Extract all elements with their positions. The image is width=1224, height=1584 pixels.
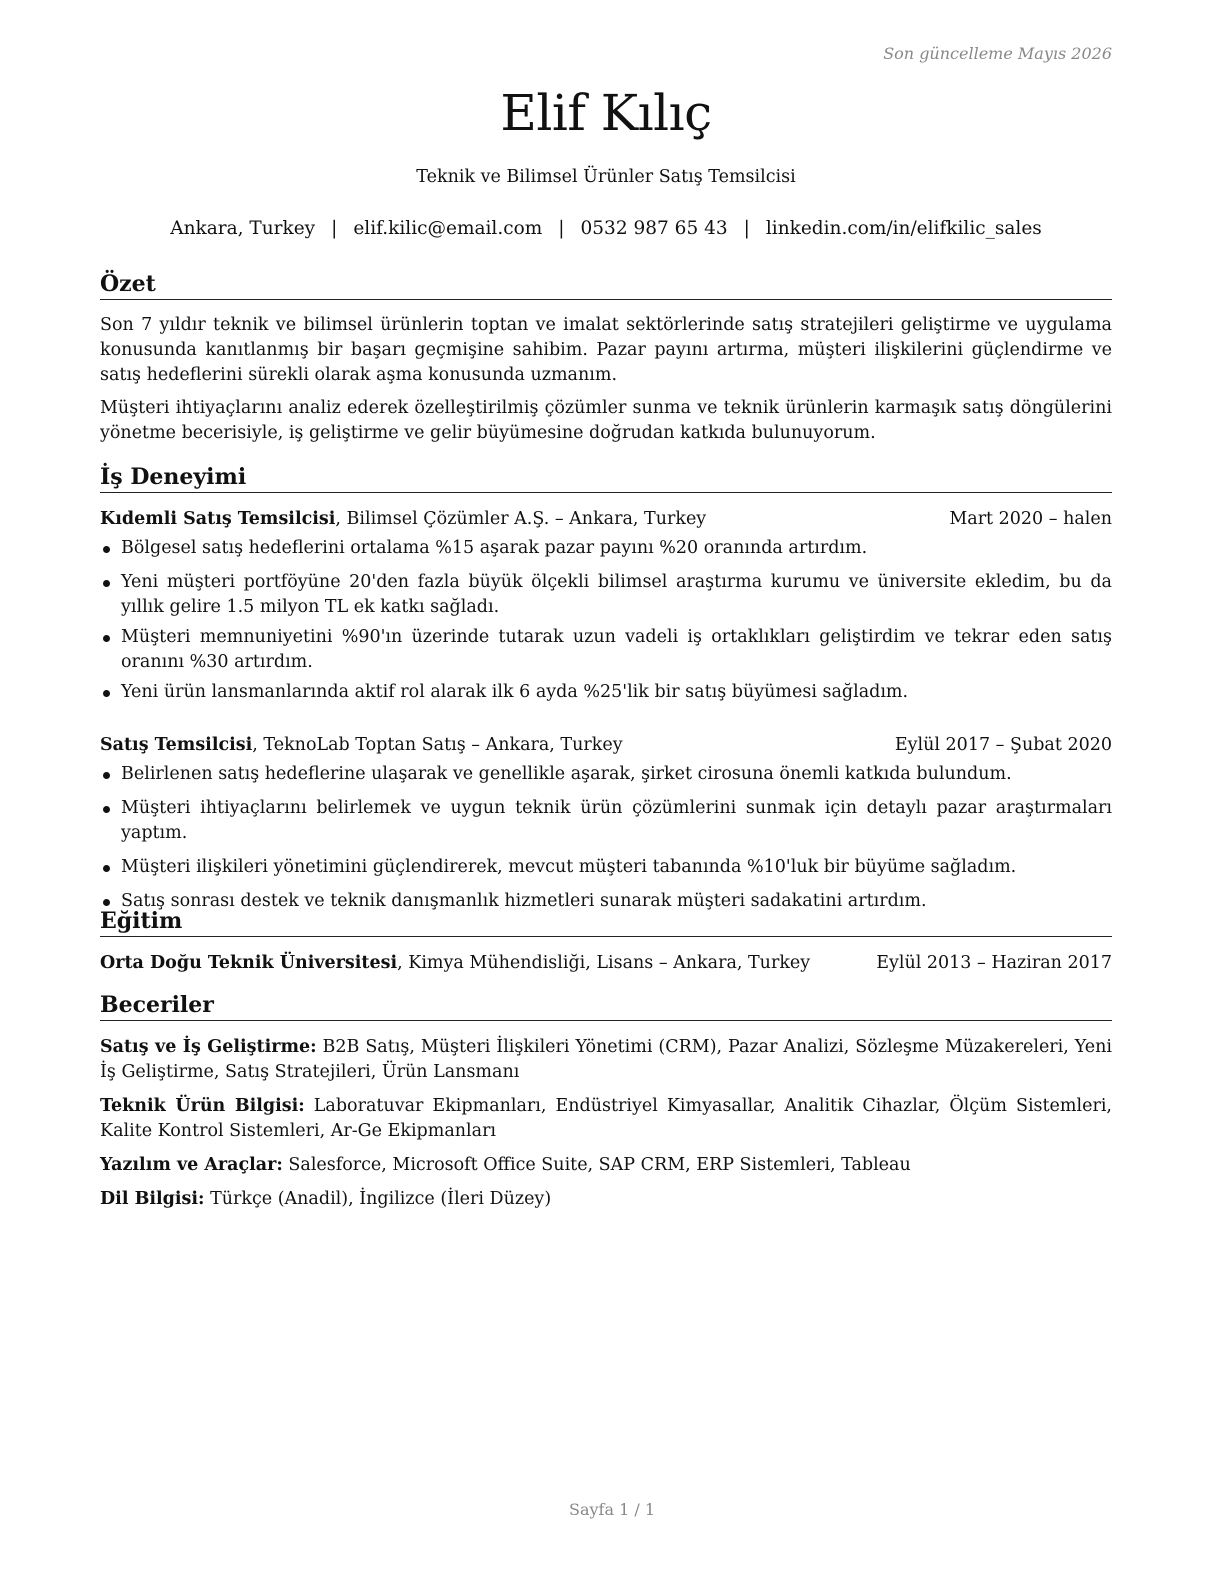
education-details: , Kimya Mühendisliği, Lisans – Ankara, Turkey (397, 953, 811, 973)
contact-separator: | (743, 218, 750, 239)
job-company: , TeknoLab Toptan Satış – Ankara, Turkey (252, 735, 623, 755)
job-role-company (100, 507, 706, 532)
job-bullet: Belirlenen satış hedeflerine ulaşarak ve genellikle aşarak, şirket cirosuna önemli katkıda bulundum. (100, 762, 1112, 787)
candidate-name: Elif Kılıç (500, 84, 712, 142)
education-school: Orta Doğu Teknik Üniversitesi (100, 953, 398, 973)
job-company: , Bilimsel Çözümler A.Ş. – Ankara, Turkey (335, 509, 707, 529)
contact-phone: 0532 987 65 43 (580, 218, 728, 239)
job-bullet: Yeni ürün lansmanlarında aktif rol alarak ilk 6 ayda %25'lik bir satış büyümesi sağladım. (100, 680, 1112, 705)
skill-group-items: Salesforce, Microsoft Office Suite, SAP CRM, ERP Sistemleri, Tableau (282, 1155, 911, 1175)
job-header (100, 507, 1112, 532)
skills-section (100, 991, 1112, 1212)
job-dates: Mart 2020 – halen (949, 509, 1112, 529)
summary-section (100, 270, 1112, 446)
skill-group-label: Dil Bilgisi: (100, 1189, 205, 1209)
experience-heading: İş Deneyimi (100, 463, 1112, 493)
job-bullets (100, 762, 1112, 914)
skill-group (100, 1153, 1112, 1178)
skill-group (100, 1187, 1112, 1212)
education-heading: Eğitim (100, 907, 1112, 937)
skill-group-label: Yazılım ve Araçlar: (100, 1155, 283, 1175)
education-dates: Eylül 2013 – Haziran 2017 (876, 953, 1112, 973)
education-section (100, 907, 1112, 976)
job-bullet: Satış sonrası destek ve teknik danışmanlık hizmetleri sunarak müşteri sadakatini artırdım. (100, 889, 1112, 914)
job-entry (100, 733, 1112, 914)
job-bullet: Bölgesel satış hedeflerini ortalama %15 aşarak pazar payını %20 oranında artırdım. (100, 536, 1112, 561)
summary-paragraph: Müşteri ihtiyaçlarını analiz ederek özelleştirilmiş çözümler sunma ve teknik ürünlerin karmaşık satış döngülerini yönetme becerisiyle, iş geliştirme ve gelir büyümesine doğrudan katkıda bulunuyorum. (100, 398, 1112, 443)
contact-line (100, 218, 1112, 239)
job-bullet: Müşteri ilişkileri yönetimini güçlendirerek, mevcut müşteri tabanında %10'luk bir büyüme sağladım. (100, 855, 1112, 880)
contact-email[interactable]: elif.kilic@email.com (353, 218, 543, 239)
page-number: Sayfa 1 / 1 (568, 1500, 655, 1519)
job-entry (100, 507, 1112, 705)
education-school-details (100, 951, 810, 976)
job-bullet: Müşteri ihtiyaçlarını belirlemek ve uygun teknik ürün çözümlerini sunmak için detaylı pazar araştırmaları yaptım. (100, 796, 1112, 846)
summary-paragraph: Son 7 yıldır teknik ve bilimsel ürünlerin toptan ve imalat sektörlerinde satış stratejileri geliştirme ve uygulama konusunda kanıtlanmış bir başarı geçmişine sahibim. Pazar payını artırma, müşteri ilişkilerini güçlendirme ve satış hedeflerini sürekli olarak aşma konusunda uzmanım. (100, 315, 1112, 385)
job-header (100, 733, 1112, 758)
last-updated-note: Son güncelleme Mayıs 2026 (883, 44, 1112, 63)
experience-section (100, 463, 1112, 914)
skill-group (100, 1094, 1112, 1144)
contact-separator: | (331, 218, 338, 239)
contact-linkedin[interactable]: linkedin.com/in/elifkilic_sales (765, 218, 1042, 239)
contact-location: Ankara, Turkey (170, 218, 316, 239)
summary-heading: Özet (100, 270, 1112, 300)
job-role: Satış Temsilcisi (100, 735, 253, 755)
job-title: Teknik ve Bilimsel Ürünler Satış Temsilcisi (416, 167, 796, 187)
skill-group-label: Satış ve İş Geliştirme: (100, 1037, 317, 1057)
contact-separator: | (558, 218, 565, 239)
skill-group-label: Teknik Ürün Bilgisi: (100, 1096, 305, 1116)
skill-group (100, 1035, 1112, 1085)
skill-group-items: Laboratuvar Ekipmanları, Endüstriyel Kimyasallar, Analitik Cihazlar, Ölçüm Sistemleri, Kalite Kontrol Sistemleri, Ar-Ge Ekipmanları (100, 1096, 1112, 1141)
skill-group-items: Türkçe (Anadil), İngilizce (İleri Düzey) (204, 1189, 552, 1209)
skills-heading: Beceriler (100, 991, 1112, 1021)
job-dates: Eylül 2017 – Şubat 2020 (894, 735, 1112, 755)
job-bullet: Müşteri memnuniyetini %90'ın üzerinde tutarak uzun vadeli iş ortaklıkları geliştirdim ve tekrar eden satış oranını %30 artırdım. (100, 625, 1112, 675)
job-role-company (100, 733, 623, 758)
job-bullets (100, 536, 1112, 705)
job-role: Kıdemli Satış Temsilcisi (100, 509, 336, 529)
education-entry (100, 951, 1112, 976)
job-bullet: Yeni müşteri portföyüne 20'den fazla büyük ölçekli bilimsel araştırma kurumu ve üniversite ekledim, bu da yıllık gelire 1.5 milyon TL ek katkı sağladı. (100, 570, 1112, 620)
skill-group-items: B2B Satış, Müşteri İlişkileri Yönetimi (CRM), Pazar Analizi, Sözleşme Müzakereleri, Yeni İş Geliştirme, Satış Stratejileri, Ürün Lansmanı (100, 1037, 1113, 1082)
